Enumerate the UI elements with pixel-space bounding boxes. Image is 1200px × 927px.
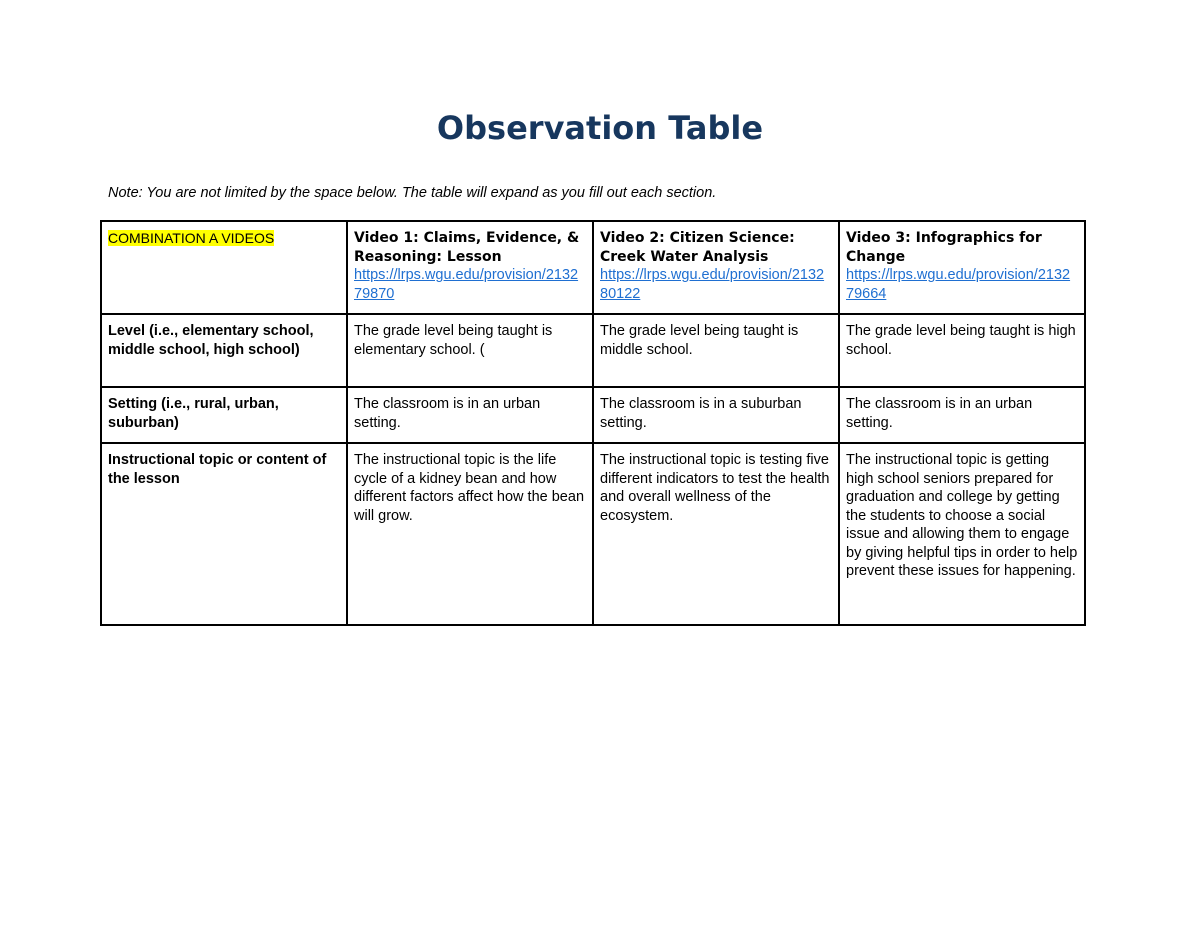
- table-row-topic: [101, 443, 1085, 625]
- topic-video-3-cell[interactable]: The instructional topic is getting high school seniors prepared for graduation and college by getting the students to choose a social issue and allowing them to engage by giving helpful tips in order to help prevent these issues for happening.: [839, 443, 1085, 625]
- row-label-topic: Instructional topic or content of the lesson: [101, 443, 347, 625]
- table-header-row: [101, 221, 1085, 314]
- setting-video-1-cell[interactable]: The classroom is in an urban setting.: [347, 387, 593, 443]
- video-3-link[interactable]: https://lrps.wgu.edu/provision/213279664: [846, 267, 1071, 302]
- setting-video-3-cell[interactable]: The classroom is in an urban setting.: [839, 387, 1085, 443]
- page-title: Observation Table: [436, 109, 764, 147]
- row-label-setting: Setting (i.e., rural, urban, suburban): [101, 387, 347, 443]
- video-2-title: Video 2: Citizen Science: Creek Water Analysis: [600, 230, 795, 265]
- video-1-header: [347, 221, 593, 314]
- corner-cell: [101, 221, 347, 314]
- topic-video-1-cell[interactable]: The instructional topic is the life cycle of a kidney bean and how different factors affect how the bean will grow.: [347, 443, 593, 625]
- row-label-level: Level (i.e., elementary school, middle school, high school): [101, 314, 347, 387]
- level-video-2-cell[interactable]: The grade level being taught is middle school.: [593, 314, 839, 387]
- video-3-title: Video 3: Infographics for Change: [846, 230, 1042, 265]
- combination-label: COMBINATION A VIDEOS: [108, 230, 275, 246]
- table-row-setting: [101, 387, 1085, 443]
- video-1-title: Video 1: Claims, Evidence, & Reasoning: Lesson: [354, 230, 580, 265]
- table-row-level: [101, 314, 1085, 387]
- instruction-note: Note: You are not limited by the space below. The table will expand as you fill out each section.: [108, 185, 717, 201]
- observation-table: [100, 220, 1086, 626]
- setting-video-2-cell[interactable]: The classroom is in a suburban setting.: [593, 387, 839, 443]
- topic-video-2-cell[interactable]: The instructional topic is testing five different indicators to test the health and overall wellness of the ecosystem.: [593, 443, 839, 625]
- video-2-header: [593, 221, 839, 314]
- video-3-header: [839, 221, 1085, 314]
- level-video-3-cell[interactable]: The grade level being taught is high school.: [839, 314, 1085, 387]
- video-1-link[interactable]: https://lrps.wgu.edu/provision/213279870: [354, 267, 579, 302]
- video-2-link[interactable]: https://lrps.wgu.edu/provision/213280122: [600, 267, 825, 302]
- level-video-1-cell[interactable]: The grade level being taught is elementary school. (: [347, 314, 593, 387]
